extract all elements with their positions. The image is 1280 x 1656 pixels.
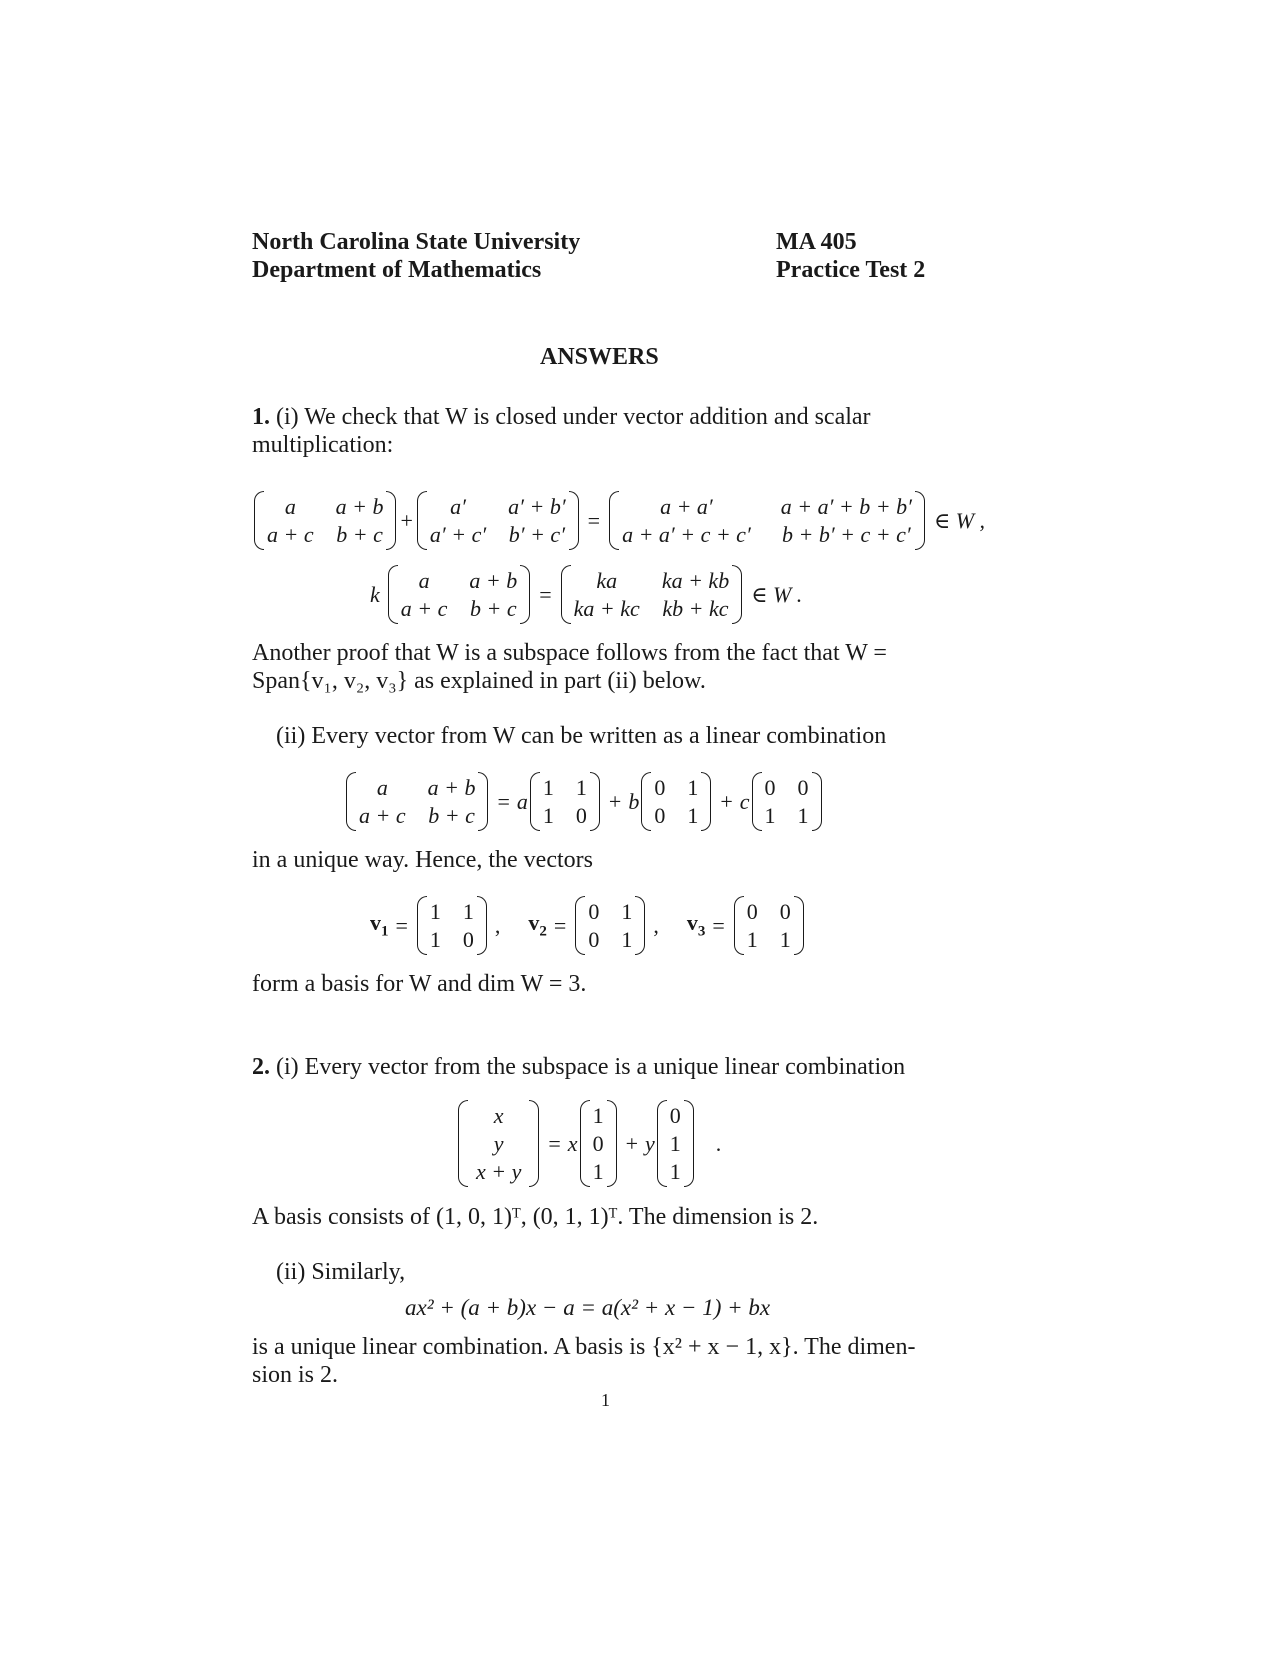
v3-label: $v_3$ [686, 910, 706, 940]
column-vector-1 [580, 1100, 617, 1187]
parenthesis [561, 565, 571, 624]
matrix-e3 [752, 772, 822, 831]
matrix-entry: 1 [429, 927, 441, 952]
parenthesis [641, 772, 651, 831]
parenthesis [529, 1100, 539, 1187]
parenthesis [752, 772, 762, 831]
department-name: Department of Mathematics [252, 257, 542, 283]
matrix-entry: x + y [476, 1159, 522, 1184]
parenthesis [530, 772, 540, 831]
matrix-entry: 1 [575, 775, 587, 800]
matrix-sum [609, 491, 925, 550]
matrix-entry: 0 [462, 927, 474, 952]
q1-intro-line1 [252, 404, 871, 431]
matrix-w [254, 491, 396, 550]
q1-intro-line2: multiplication: [252, 432, 394, 458]
matrix-entry: 1 [592, 1159, 604, 1184]
q1-addition-equation: a a + b a + c b + c + a′ a′ + b′ a′ + c′ b′ + c′ = a + a′ a + a′ + b + b′ a + a′ + c + c′ b + b′ + c + c′ ∈ W , [252, 491, 992, 550]
matrix-entry: 1 [542, 775, 554, 800]
parenthesis [575, 896, 585, 955]
parenthesis [684, 1100, 694, 1187]
matrix-entry: ka + kb [661, 568, 730, 593]
matrix-entry: 1 [429, 899, 441, 924]
matrix-entry: a + a′ [660, 494, 713, 519]
parenthesis [254, 491, 264, 550]
parenthesis [477, 896, 487, 955]
matrix-entry: a [284, 494, 296, 519]
parenthesis [732, 565, 742, 624]
matrix-entry: 1 [797, 803, 809, 828]
column-vector-2 [657, 1100, 694, 1187]
matrix-entry: 0 [575, 803, 587, 828]
q2-intro [252, 1054, 905, 1081]
matrix-entry: ka + kc [573, 596, 640, 621]
matrix-entry: b + b′ + c + c′ [782, 522, 911, 547]
matrix-entry: kb + kc [662, 596, 729, 621]
matrix-entry: ka [596, 568, 618, 593]
matrix-entry: 1 [687, 803, 699, 828]
matrix-entry: a′ + c′ [429, 522, 487, 547]
parenthesis [458, 1100, 468, 1187]
matrix-entry: a + b [469, 568, 518, 593]
matrix-v2 [575, 896, 645, 955]
q1-scalar-equation: k a a + b a + c b + c = ka ka + kb ka + kc kb + kc ∈ W . [370, 565, 809, 624]
matrix-entry: a′ [450, 494, 466, 519]
q2-poly-line1: is a unique linear combination. A basis is {x² + x − 1, x}. The dimen- [252, 1334, 916, 1360]
matrix-entry: 1 [621, 927, 633, 952]
matrix-entry: b′ + c′ [508, 522, 566, 547]
v1-label: $v_1$ [370, 910, 389, 940]
matrix-entry: a′ + b′ [508, 494, 566, 519]
parenthesis [657, 1100, 667, 1187]
matrix-entry: 1 [687, 775, 699, 800]
matrix-entry: b + c [470, 596, 517, 621]
membership-w-1: ∈ W , [933, 507, 986, 533]
q1-basis-vectors: $v_1$ = 1 1 1 0 , $v_2$ = 0 1 0 1 , $v_3$ = 0 0 1 1 [370, 896, 806, 955]
q1-part2-intro: (ii) Every vector from W can be written as a linear combination [276, 723, 887, 749]
parenthesis [607, 1100, 617, 1187]
matrix-e2 [641, 772, 711, 831]
q2-poly-line2: sion is 2. [252, 1362, 339, 1388]
matrix-entry: a + b [427, 775, 476, 800]
matrix-entry: b + c [428, 803, 475, 828]
matrix-w-general [346, 772, 488, 831]
q1-conclusion: form a basis for W and dim W = 3. [252, 971, 587, 997]
q1-another-proof-line2: Span{v₁, v₂, v₃} as explained in part (ii) below. [252, 668, 706, 694]
matrix-entry: a + a′ + c + c′ [622, 522, 751, 547]
matrix-entry: 1 [669, 1131, 681, 1156]
q2-polynomial-equation: ax² + (a + b)x − a = a(x² + x − 1) + bx [405, 1295, 771, 1320]
parenthesis [417, 491, 427, 550]
matrix-entry: a [376, 775, 388, 800]
parenthesis [812, 772, 822, 831]
test-name: Practice Test 2 [776, 257, 926, 283]
matrix-entry: b + c [336, 522, 383, 547]
q1-another-proof-line1: Another proof that W is a subspace follows from the fact that W = [252, 640, 887, 666]
matrix-entry: a + c [400, 596, 448, 621]
matrix-w-prime [417, 491, 579, 550]
matrix-entry: 0 [669, 1103, 681, 1128]
matrix-entry: 0 [588, 899, 600, 924]
matrix-entry: 0 [779, 899, 791, 924]
column-vector-xy [458, 1100, 539, 1187]
matrix-v3 [734, 896, 804, 955]
parenthesis [388, 565, 398, 624]
parenthesis [590, 772, 600, 831]
matrix-entry: y [493, 1131, 504, 1156]
matrix-entry: 0 [746, 899, 758, 924]
matrix-entry: 0 [764, 775, 776, 800]
matrix-entry: a + b [335, 494, 384, 519]
q2-basis-text: A basis consists of (1, 0, 1)ᵀ, (0, 1, 1)ᵀ. The dimension is 2. [252, 1204, 819, 1230]
q2-part2-intro: (ii) Similarly, [276, 1259, 406, 1285]
q2-vector-equation: x y x + y = x 1 0 1 + y 0 1 1 . [456, 1100, 721, 1187]
q1-number: 1. [252, 404, 270, 430]
q2-number: 2. [252, 1054, 270, 1080]
matrix-entry: a [418, 568, 430, 593]
parenthesis [609, 491, 619, 550]
matrix-entry: 0 [654, 803, 666, 828]
matrix-entry: 0 [797, 775, 809, 800]
parenthesis [346, 772, 356, 831]
page-number: 1 [601, 1390, 610, 1410]
matrix-v1 [417, 896, 487, 955]
parenthesis [734, 896, 744, 955]
v2-label: $v_2$ [528, 910, 547, 940]
parenthesis [569, 491, 579, 550]
matrix-entry: x [493, 1103, 504, 1128]
parenthesis [478, 772, 488, 831]
q1-unique-way: in a unique way. Hence, the vectors [252, 847, 593, 873]
matrix-entry: a + c [359, 803, 406, 828]
university-name: North Carolina State University [252, 229, 581, 255]
matrix-entry: a + a′ + b + b′ [780, 494, 912, 519]
matrix-w-scalar [388, 565, 530, 624]
parenthesis [520, 565, 530, 624]
parenthesis [701, 772, 711, 831]
parenthesis [580, 1100, 590, 1187]
matrix-entry: a + c [267, 522, 314, 547]
q1-intro-text: (i) We check that W is closed under vector addition and scalar [276, 404, 871, 430]
parenthesis [635, 896, 645, 955]
matrix-e1 [530, 772, 600, 831]
matrix-entry: 1 [462, 899, 474, 924]
matrix-entry: 1 [746, 927, 758, 952]
matrix-entry: 1 [621, 899, 633, 924]
matrix-k-product [561, 565, 743, 624]
matrix-entry: 0 [588, 927, 600, 952]
q1-linear-combination-equation: a a + b a + c b + c = a 1 1 1 0 + b 0 1 0 1 + c 0 0 1 1 [344, 772, 824, 831]
matrix-entry: 1 [764, 803, 776, 828]
q2-intro-text: (i) Every vector from the subspace is a unique linear combination [276, 1054, 906, 1080]
matrix-entry: 0 [592, 1131, 604, 1156]
parenthesis [915, 491, 925, 550]
parenthesis [794, 896, 804, 955]
matrix-entry: 1 [669, 1159, 681, 1184]
parenthesis [417, 896, 427, 955]
page-title: ANSWERS [540, 344, 659, 370]
parenthesis [386, 491, 396, 550]
membership-w-2: ∈ W . [751, 581, 803, 607]
matrix-entry: 1 [542, 803, 554, 828]
matrix-entry: 0 [654, 775, 666, 800]
matrix-entry: 1 [592, 1103, 604, 1128]
matrix-entry: 1 [779, 927, 791, 952]
course-code: MA 405 [776, 229, 857, 255]
